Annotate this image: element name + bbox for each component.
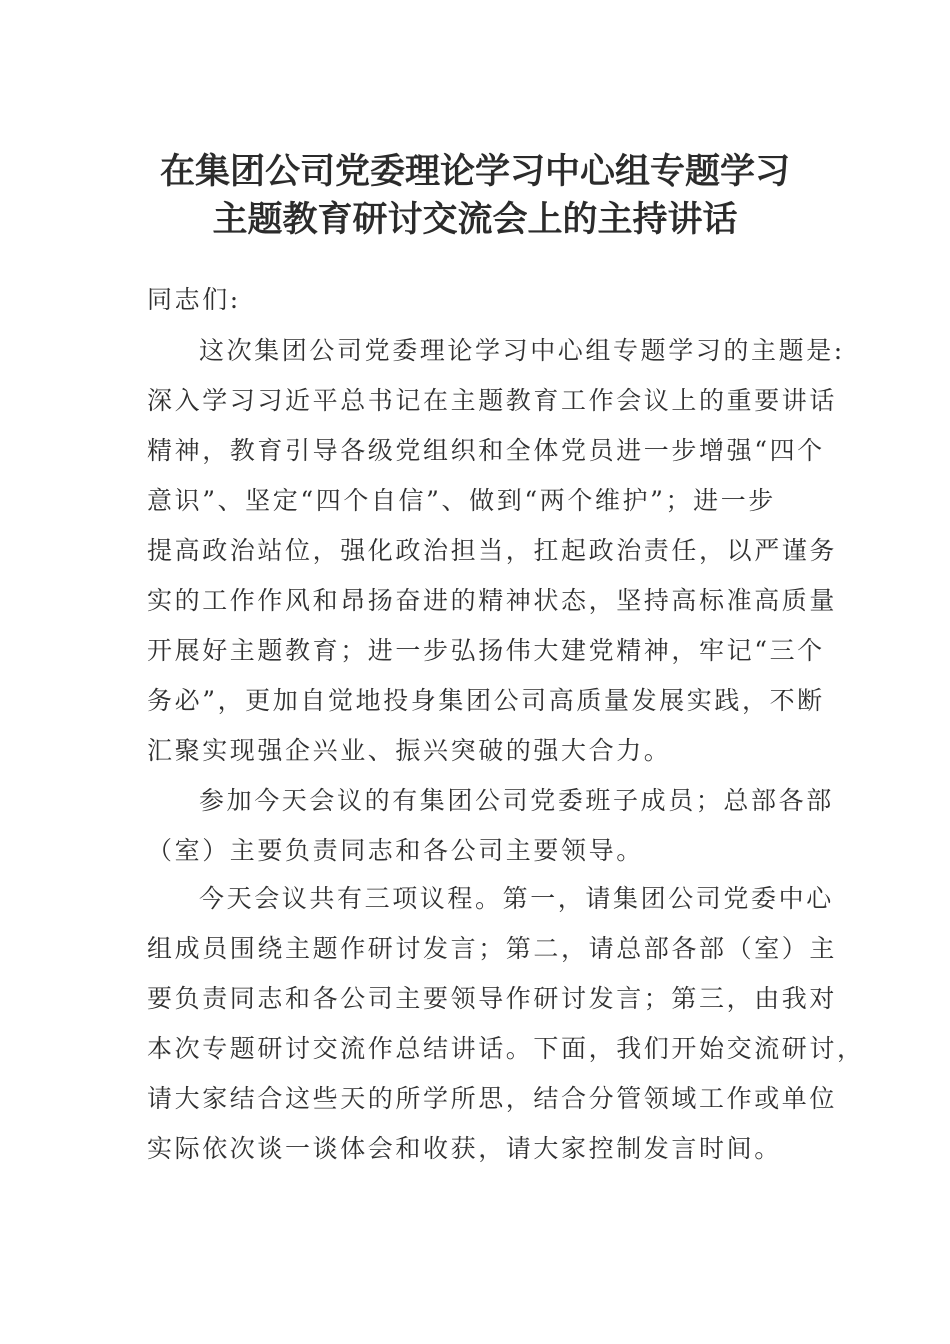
- paragraph-1-line: 开展好主题教育；进一步弘扬伟大建党精神，牢记“三个: [147, 636, 825, 665]
- paragraph-1-line: 精神，教育引导各级党组织和全体党员进一步增强“四个: [147, 436, 825, 465]
- paragraph-1-line: 意识”、坚定“四个自信”、做到“两个维护”；进一步: [147, 486, 776, 515]
- salutation: 同志们:: [147, 285, 241, 314]
- paragraph-1-line: 这次集团公司党委理论学习中心组专题学习的主题是:: [199, 336, 845, 365]
- paragraph-2-line: （室）主要负责同志和各公司主要领导。: [147, 836, 644, 865]
- paragraph-3-line: 要负责同志和各公司主要领导作研讨发言；第三，由我对: [147, 984, 838, 1013]
- paragraph-1-line: 提高政治站位，强化政治担当，扛起政治责任，以严谨务: [147, 536, 838, 565]
- document-title-line-1: 在集团公司党委理论学习中心组专题学习: [159, 152, 790, 192]
- paragraph-3-line: 今天会议共有三项议程。第一，请集团公司党委中心: [199, 884, 834, 913]
- paragraph-3-line: 实际依次谈一谈体会和收获，请大家控制发言时间。: [147, 1134, 782, 1163]
- paragraph-1-line: 深入学习习近平总书记在主题教育工作会议上的重要讲话: [147, 386, 838, 415]
- paragraph-1-line: 务必”，更加自觉地投身集团公司高质量发展实践，不断: [147, 686, 825, 715]
- paragraph-1-line: 汇聚实现强企兴业、振兴突破的强大合力。: [147, 736, 672, 765]
- paragraph-3-line: 组成员围绕主题作研讨发言；第二，请总部各部（室）主: [147, 934, 838, 963]
- paragraph-2-line: 参加今天会议的有集团公司党委班子成员；总部各部: [199, 786, 834, 815]
- document-title-line-2: 主题教育研讨交流会上的主持讲话: [212, 200, 738, 240]
- paragraph-1-line: 实的工作作风和昂扬奋进的精神状态，坚持高标准高质量: [147, 586, 838, 615]
- paragraph-3-line: 请大家结合这些天的所学所思，结合分管领域工作或单位: [147, 1084, 838, 1113]
- paragraph-3-line: 本次专题研讨交流作总结讲话。下面，我们开始交流研讨，: [147, 1034, 865, 1063]
